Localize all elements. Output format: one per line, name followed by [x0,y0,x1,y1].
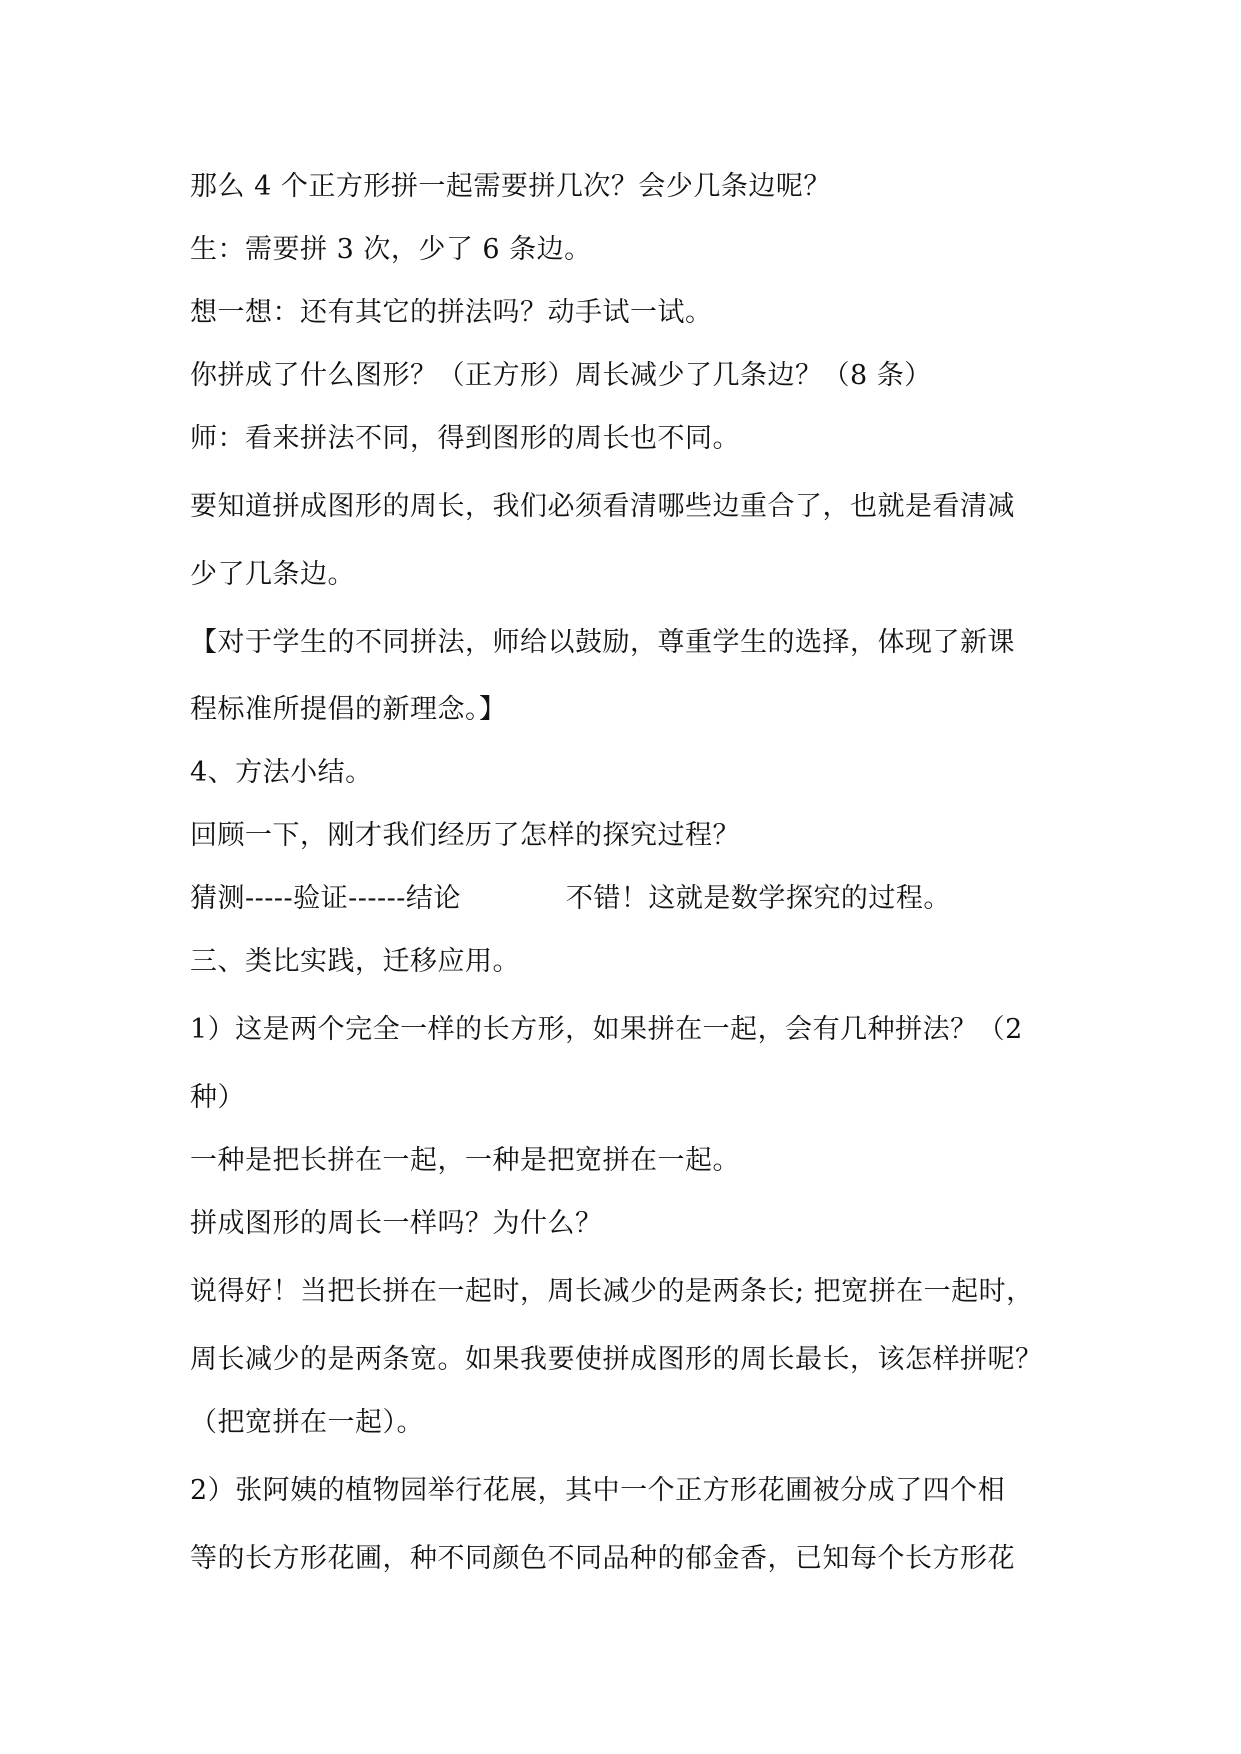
text-line: 生：需要拼 3 次，少了 6 条边。 [190,234,592,265]
text-line: 种） [190,1082,245,1113]
praise-text: 不错！这就是数学探究的过程。 [565,883,951,914]
text-line: 要知道拼成图形的周长，我们必须看清哪些边重合了，也就是看清减 [190,491,1015,522]
process-steps: 猜测-----验证------结论 [190,883,461,914]
text-line: 等的长方形花圃，种不同颜色不同品种的郁金香，已知每个长方形花 [190,1543,1015,1574]
text-line: 想一想：还有其它的拼法吗？动手试一试。 [190,297,713,328]
text-line: 说得好！当把长拼在一起时，周长减少的是两条长; 把宽拼在一起时， [190,1276,1034,1307]
section-heading: 4、方法小结。 [190,757,373,788]
annotation-line: 【对于学生的不同拼法，师给以鼓励，尊重学生的选择，体现了新课 [190,627,1015,658]
text-line: 那么 4 个正方形拼一起需要拼几次？会少几条边呢？ [190,171,831,202]
text-line: 少了几条边。 [190,559,355,590]
text-line: 一种是把长拼在一起，一种是把宽拼在一起。 [190,1145,740,1176]
text-line: 你拼成了什么图形？（正方形）周长减少了几条边？（8 条） [190,360,932,391]
text-line: 师：看来拼法不同，得到图形的周长也不同。 [190,423,740,454]
text-line: 拼成图形的周长一样吗？为什么？ [190,1208,603,1239]
text-line-split [190,882,1070,916]
text-line: （把宽拼在一起）。 [190,1407,424,1438]
annotation-line: 程标准所提倡的新理念。】 [190,694,507,725]
text-line: 周长减少的是两条宽。如果我要使拼成图形的周长最长，该怎样拼呢？ [190,1344,1043,1375]
text-line: 2）张阿姨的植物园举行花展，其中一个正方形花圃被分成了四个相 [190,1475,1006,1506]
text-line: 1）这是两个完全一样的长方形，如果拼在一起，会有几种拼法？（2 [190,1014,1023,1045]
section-heading: 三、类比实践，迁移应用。 [190,946,520,977]
text-line: 回顾一下，刚才我们经历了怎样的探究过程？ [190,820,740,851]
